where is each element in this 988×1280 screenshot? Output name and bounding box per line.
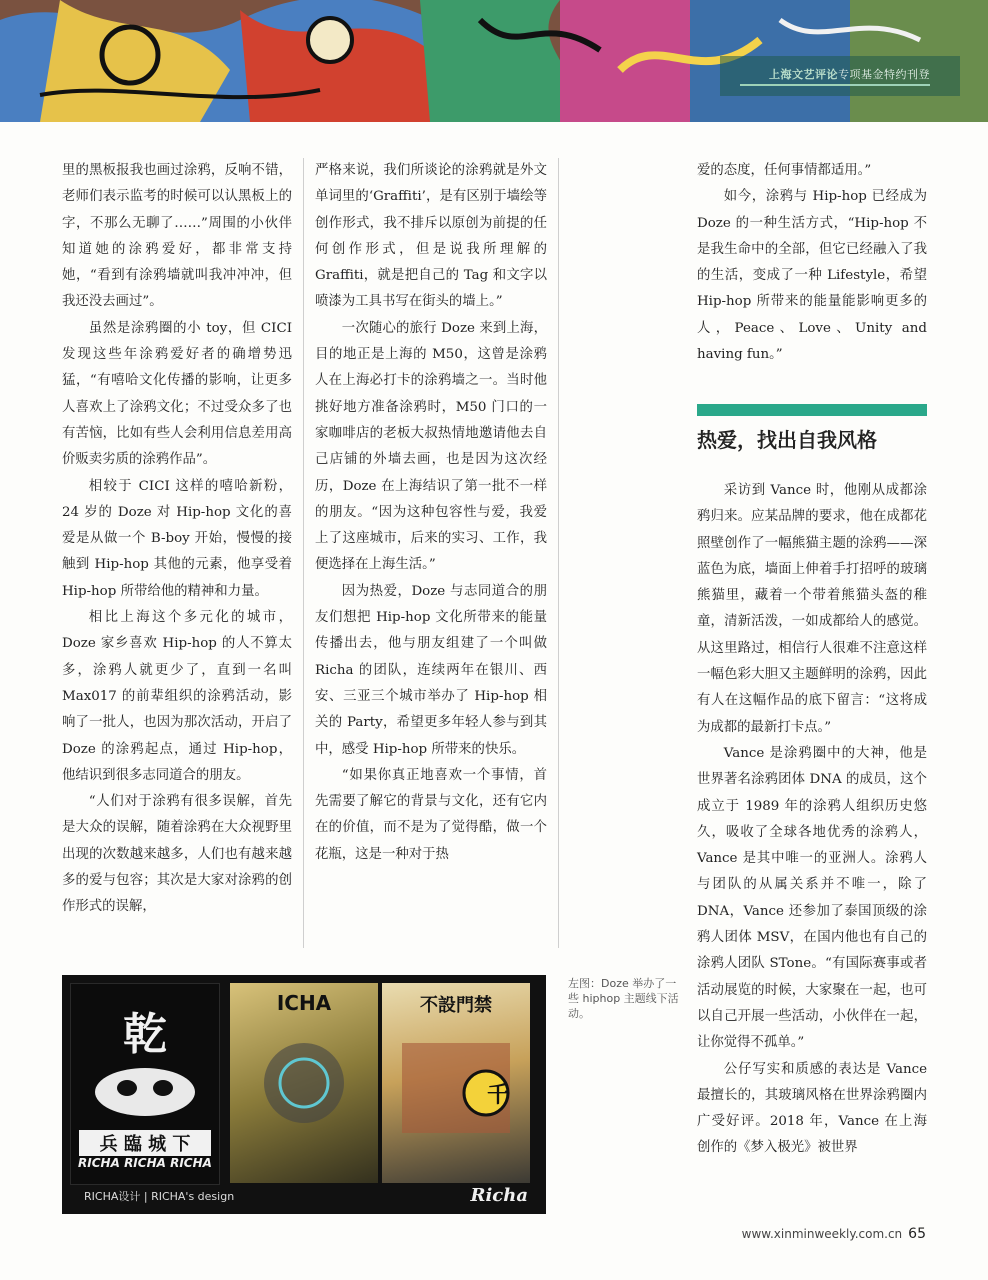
paragraph: 爱的态度，任何事情都适用。” xyxy=(697,163,872,178)
column-divider xyxy=(303,158,304,948)
paragraph: 如今，涂鸦与 Hip-hop 已经成为 Doze 的一种生活方式，“Hip-hop 不是我生命中的全部，但它已经融入了我的生活，变成了一种 Lifestyle，希望 Hip-hop 所带来的能量能影响更多的人，Peace、Love、Unity and having fun。” xyxy=(697,189,927,363)
sponsor-name: 上海文艺评论 xyxy=(769,68,838,81)
poster-title: 乾 xyxy=(123,1009,167,1060)
paragraph: 里的黑板报我也画过涂鸦，反响不错，老师们表示监考的时候可以认黑板上的字，不那么无聊了……”周围的小伙伴知道她的涂鸦爱好，都非常支持她，“看到有涂鸦墙就叫我冲冲冲，但我还没去画过”。 xyxy=(62,163,292,310)
poster-figure xyxy=(230,1023,378,1143)
sponsor-credit xyxy=(769,66,930,82)
richa-signature: Richa xyxy=(470,1185,528,1206)
page-footer xyxy=(742,1226,926,1242)
article-column-3-bottom xyxy=(697,478,927,1162)
poster-title: 不設門禁 xyxy=(420,995,492,1016)
poster-figure xyxy=(71,1062,219,1122)
poster-title: ICHA xyxy=(276,991,332,1015)
photo-caption: 左图：Doze 举办了一些 hiphop 主题线下活动。 xyxy=(568,977,679,1020)
paragraph: “人们对于涂鸦有很多误解，首先是大众的误解，随着涂鸦在大众视野里出现的次数越来越多，人们也有越来越多的爱与包容；其次是大家对涂鸦的创作形式的误解， xyxy=(62,794,292,915)
poster-image xyxy=(70,983,220,1185)
paragraph: 严格来说，我们所谈论的涂鸦就是外文单词里的‘Graffiti’，是有区别于墙绘等创作形式，我不排斥以原创为前提的任何创作形式，但是说我所理解的 Graffiti，就是把自己的 Tag 和文字以喷漆为工具书写在街头的墙上。” xyxy=(315,163,547,310)
paragraph: 虽然是涂鸦圈的小 toy，但 CICI 发现这些年涂鸦爱好者的确增势迅猛，“有嘻哈文化传播的影响，让更多人喜欢上了涂鸦文化；不过受众多了也有苦恼，比如有些人会利用信息差用高价贩卖劣质的涂鸦作品”。 xyxy=(62,320,292,468)
paragraph: 相比上海这个多元化的城市，Doze 家乡喜欢 Hip-hop 的人不算太多，涂鸦人就更少了，直到一名叫 Max017 的前辈组织的涂鸦活动，影响了一批人，也因为那次活动，开启了 Doze 的涂鸦起点，通过 Hip-hop，他结识到很多志同道合的朋友。 xyxy=(62,610,292,783)
sponsor-suffix: 专项基金特约刊登 xyxy=(838,68,930,81)
paragraph: 采访到 Vance 时，他刚从成都涂鸦归来。应某品牌的要求，他在成都花照壁创作了一幅熊猫主题的涂鸦——深蓝色为底，墙面上伸着手打招呼的玻璃熊猫里，藏着一个带着熊猫头盔的稚童，清新活泼，一如成都给人的感觉。从这里路过，相信行人很难不注意这样一幅色彩大胆又主题鲜明的涂鸦，因此有人在这幅作品的底下留言：“这将成为成都的最新打卡点。” xyxy=(697,483,927,735)
article-column-2 xyxy=(315,158,547,868)
poster-brand: RICHA RICHA RICHA xyxy=(78,1156,212,1170)
article-column-1 xyxy=(62,158,292,921)
section-heading: 热爱，找出自我风格 xyxy=(697,428,877,452)
graffiti-artwork xyxy=(0,0,988,122)
sponsor-underline xyxy=(740,84,930,86)
paragraph: Vance 是涂鸦圈中的大神，他是世界著名涂鸦团体 DNA 的成员，这个成立于 1989 年的涂鸦人组织历史悠久，吸收了全球各地优秀的涂鸦人，Vance 是其中唯一的亚洲人。涂鸦人与团队的从属关系并不唯一，除了 DNA，Vance 还参加了泰国顶级的涂鸦人团体 MSV，在国内他也有自己的涂鸦人团队 STone。“有国际赛事或者活动展览的时候，大家聚在一起，也可以自己开展一些活动，小伙伴在一起，让你觉得不孤单。” xyxy=(697,745,927,1051)
paragraph: 一次随心的旅行 Doze 来到上海，目的地正是上海的 M50，这曾是涂鸦人在上海必打卡的涂鸦墙之一。当时他挑好地方准备涂鸦时，M50 门口的一家咖啡店的老板大叔热情地邀请他去自己店铺的外墙去画，也是因为这次经历，Doze 在上海结识了第一批不一样的朋友。“因为这种包容性与爱，我爱上了这座城市，后来的实习、工作，我便选择在上海生活。” xyxy=(315,320,547,573)
page-number: 65 xyxy=(908,1226,926,1242)
paragraph: “如果你真正地喜欢一个事情，首先需要了解它的背景与文化，还有它内在的价值，而不是为了觉得酷，做一个花瓶，这是一种对于热 xyxy=(315,767,547,862)
poster-image xyxy=(230,983,378,1183)
article-column-3-top xyxy=(697,158,927,368)
photo-credit: RICHA设计 | RICHA's design xyxy=(84,1190,235,1203)
section-accent-bar xyxy=(697,404,927,416)
poster-image xyxy=(382,983,530,1183)
paragraph: 公仔写实和质感的表达是 Vance 最擅长的，其玻璃风格在世界涂鸦圈内广受好评。2018 年，Vance 在上海创作的《梦入极光》被世界 xyxy=(697,1061,927,1156)
paragraph: 因为热爱，Doze 与志同道合的朋友们想把 Hip-hop 文化所带来的能量传播出去，他与朋友组建了一个叫做 Richa 的团队，连续两年在银川、西安、三亚三个城市举办了 Hip-hop 相关的 Party，希望更多年轻人参与到其中，感受 Hip-hop 所带来的快乐。 xyxy=(315,583,547,757)
poster-banner: 兵 臨 城 下 xyxy=(79,1130,211,1156)
poster-character: 千 xyxy=(486,1083,509,1108)
paragraph: 相较于 CICI 这样的嘻哈新粉，24 岁的 Doze 对 Hip-hop 文化的喜爱是从做一个 B-boy 开始，慢慢的接触到 Hip-hop 其他的元素，他享受着 Hip-hop 所带给他的精神和力量。 xyxy=(62,478,292,599)
event-posters-photo xyxy=(62,975,546,1214)
column-divider xyxy=(558,158,559,948)
footer-url[interactable]: www.xinminweekly.com.cn xyxy=(741,1227,903,1241)
graffiti-banner xyxy=(0,0,988,122)
